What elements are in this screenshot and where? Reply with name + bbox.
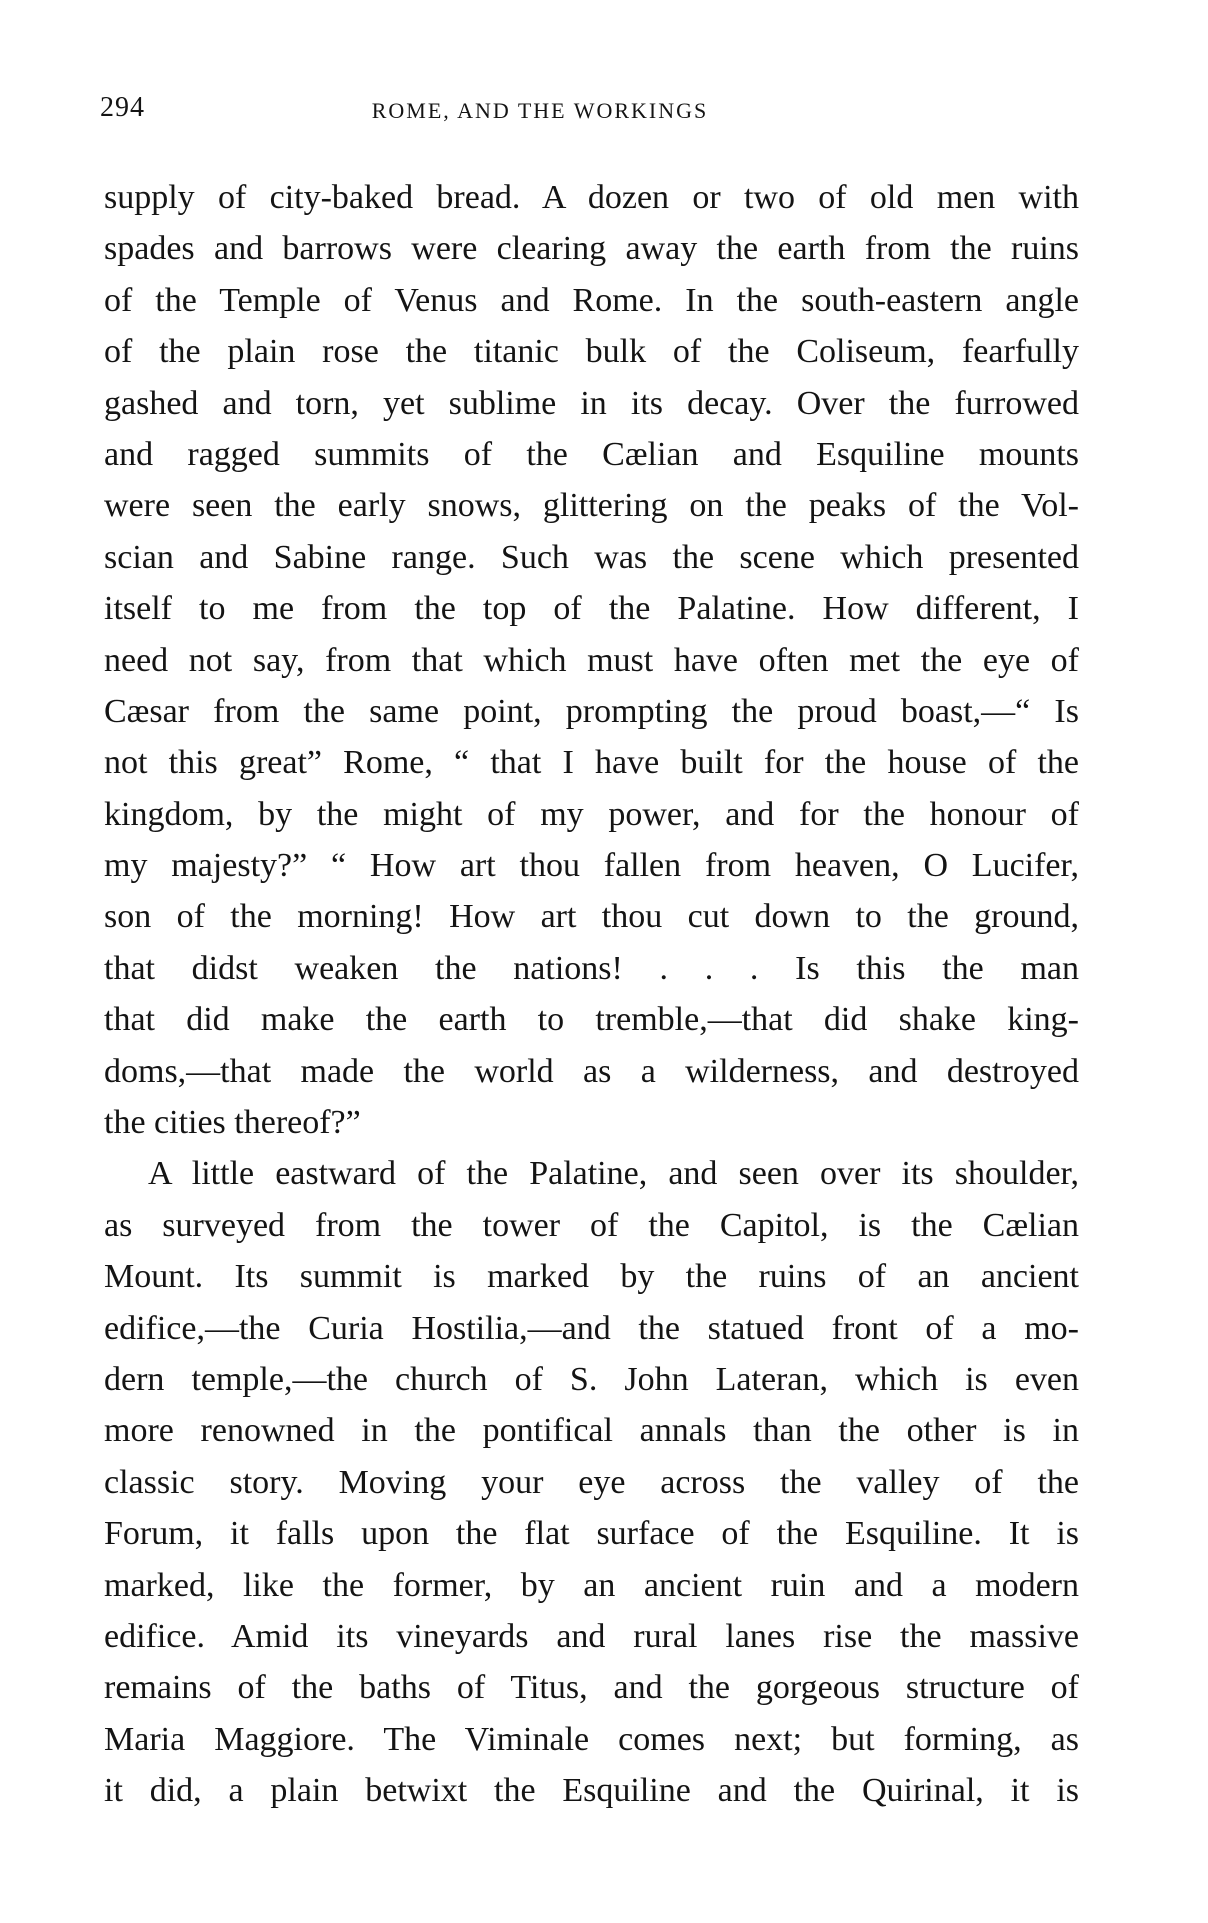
text-line: that didst weaken the nations! . . . Is this the man (104, 949, 1079, 987)
text-line: more renowned in the pontifical annals than the other is in (104, 1412, 1079, 1450)
text-line: edifice. Amid its vineyards and rural lanes rise the massive (104, 1617, 1079, 1655)
text-line: that did make the earth to tremble,—that did shake king- (104, 1001, 1079, 1039)
running-head: ROME, AND THE WORKINGS (371, 98, 709, 123)
text-line: gashed and torn, yet sublime in its decay. Over the furrowed (104, 384, 1079, 422)
text-line: of the plain rose the titanic bulk of the Coliseum, fearfully (104, 333, 1079, 371)
text-line: doms,—that made the world as a wilderness, and destroyed (104, 1052, 1079, 1090)
text-line: dern temple,—the church of S. John Lateran, which is even (104, 1360, 1079, 1398)
text-line: son of the morning! How art thou cut down to the ground, (104, 898, 1079, 936)
page-header (100, 92, 1080, 132)
text-line: supply of city-baked bread. A dozen or two of old men with (104, 179, 1079, 216)
text-line: itself to me from the top of the Palatine. How different, I (104, 590, 1079, 628)
paragraph-2 (104, 1148, 1079, 1816)
text-line: Forum, it falls upon the flat surface of the Esquiline. It is (104, 1515, 1079, 1553)
text-line: were seen the early snows, glittering on the peaks of the Vol- (104, 487, 1079, 525)
text-line: as surveyed from the tower of the Capitol, is the Cælian (104, 1206, 1079, 1244)
text-line: my majesty?” “ How art thou fallen from heaven, O Lucifer, (104, 847, 1079, 885)
paragraph-1 (104, 172, 1079, 1148)
text-line: of the Temple of Venus and Rome. In the south-eastern angle (104, 281, 1079, 319)
text-line: remains of the baths of Titus, and the gorgeous structure of (104, 1669, 1079, 1707)
text-line: classic story. Moving your eye across the valley of the (104, 1463, 1079, 1501)
text-line: marked, like the former, by an ancient ruin and a modern (104, 1566, 1079, 1604)
text-line: not this great” Rome, “ that I have built for the house of the (104, 744, 1079, 782)
text-line: Mount. Its summit is marked by the ruins of an ancient (104, 1258, 1079, 1296)
text-line: need not say, from that which must have often met the eye of (104, 641, 1079, 679)
text-line: the cities thereof?” (104, 1104, 361, 1142)
text-line: A little eastward of the Palatine, and seen over its shoulder, (148, 1155, 1079, 1193)
text-line: spades and barrows were clearing away the earth from the ruins (104, 230, 1079, 268)
body-text (104, 172, 1079, 1817)
text-line: kingdom, by the might of my power, and for the honour of (104, 795, 1079, 833)
text-line: edifice,—the Curia Hostilia,—and the statued front of a mo- (104, 1309, 1079, 1347)
text-line: Maria Maggiore. The Viminale comes next; but forming, as (104, 1720, 1079, 1758)
text-line: it did, a plain betwixt the Esquiline and the Quirinal, it is (104, 1772, 1079, 1810)
text-line: Cæsar from the same point, prompting the proud boast,—“ Is (104, 692, 1079, 730)
text-line: and ragged summits of the Cælian and Esquiline mounts (104, 435, 1079, 473)
page-number: 294 (100, 92, 145, 123)
text-line: scian and Sabine range. Such was the scene which presented (104, 538, 1079, 576)
